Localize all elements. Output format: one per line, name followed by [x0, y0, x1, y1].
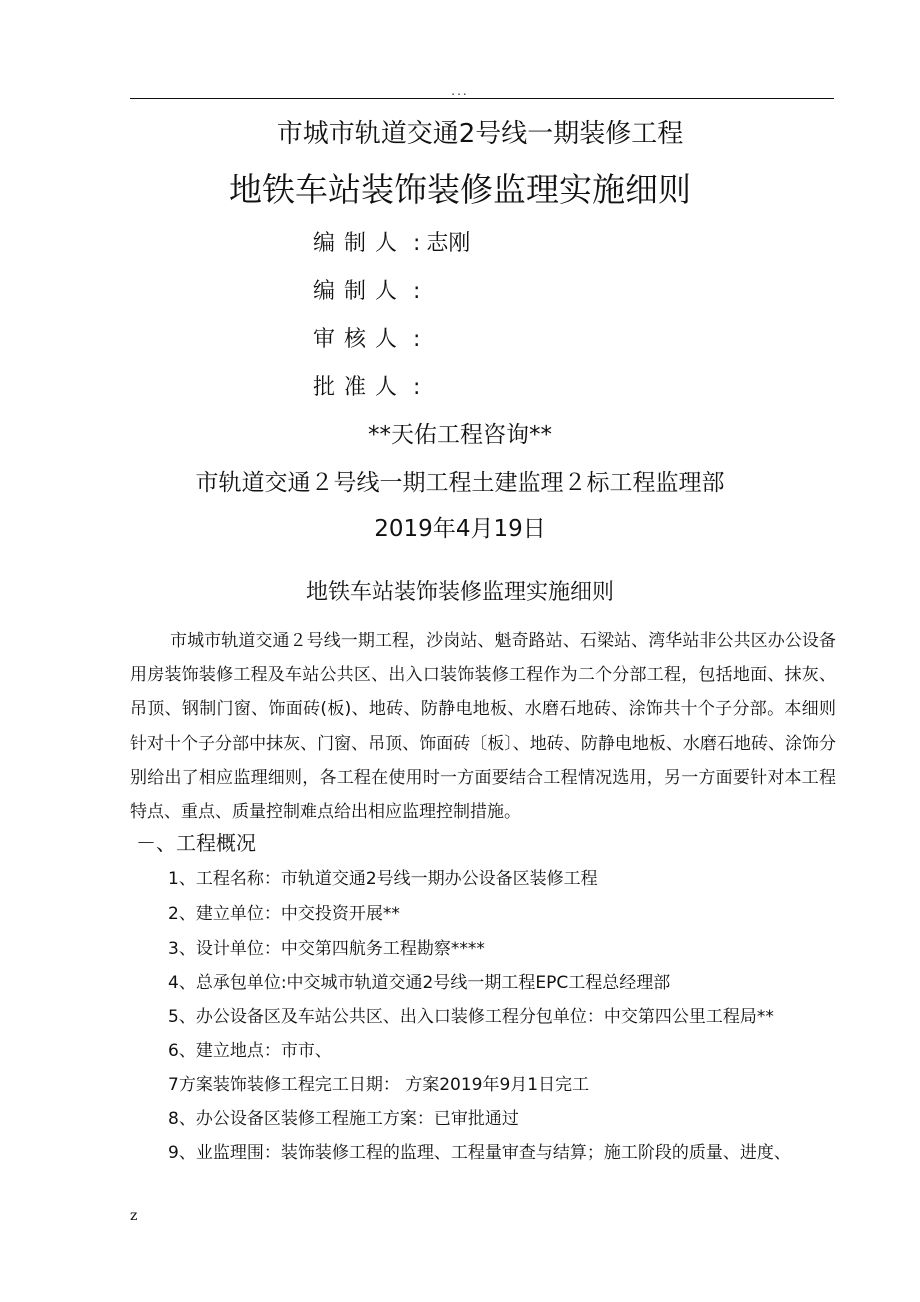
section-heading: －、工程概况	[136, 831, 256, 855]
signature-compiler-2	[313, 276, 420, 308]
company-name: **天佑工程咨询**	[368, 422, 552, 448]
overview-item: 2、建立单位：中交投资开展**	[168, 904, 400, 924]
signature-colon: :	[413, 327, 421, 352]
footer-mark: z	[130, 1208, 138, 1224]
signature-reviewer	[313, 324, 420, 356]
signature-colon: :	[413, 375, 421, 400]
overview-item: 1、工程名称：市轨道交通2号线一期办公设备区装修工程	[168, 869, 598, 889]
signature-label: 批准人	[313, 375, 407, 400]
overview-item: 5、办公设备区及车站公共区、出入口装修工程分包单位：中交第四公里工程局**	[168, 1007, 774, 1027]
signature-compiler	[313, 228, 470, 260]
signature-label: 编制人	[313, 279, 407, 304]
signature-label: 编制人	[313, 231, 407, 256]
intro-paragraph: 市城市轨道交通２号线一期工程，沙岗站、魁奇路站、石梁站、湾华站非公共区办公设备用房装饰装修工程及车站公共区、出入口装饰装修工程作为二个分部工程，包括地面、抹灰、吊顶、钢制门窗、饰面砖(板)、地砖、防静电地板、水磨石地砖、涂饰共十个子分部。本细则针对十个子分部中抹灰、门窗、吊顶、饰面砖〔板〕、地砖、防静电地板、水磨石地砖、涂饰分别给出了相应监理细则，各工程在使用时一方面要结合工程情况选用，另一方面要针对本工程特点、重点、质量控制难点给出相应监理控制措施。	[130, 631, 836, 823]
department-name: 市轨道交通２号线一期工程土建监理２标工程监理部	[195, 470, 725, 496]
document-title: 地铁车站装饰装修监理实施细则	[305, 580, 614, 605]
overview-item: 9、业监理围：装饰装修工程的监理、工程量审查与结算；施工阶段的质量、进度、	[168, 1143, 791, 1163]
signature-colon: :	[413, 279, 421, 304]
overview-item: 7方案装饰装修工程完工日期： 方案2019年9月1日完工	[168, 1075, 590, 1095]
overview-item: 3、设计单位：中交第四航务工程勘察****	[168, 939, 485, 959]
cover-title-line1: 市城市轨道交通2号线一期装修工程	[276, 119, 684, 149]
signature-label: 审核人	[313, 327, 407, 352]
cover-title-line2: 地铁车站装饰装修监理实施细则	[229, 170, 691, 209]
signature-value: 志刚	[426, 231, 471, 256]
header-dots: ...	[451, 84, 469, 98]
overview-item: 8、办公设备区装修工程施工方案：已审批通过	[168, 1109, 519, 1129]
cover-date: 2019年4月19日	[374, 516, 546, 542]
overview-item: 6、建立地点：市市、	[168, 1041, 332, 1061]
signature-colon: :	[413, 231, 421, 256]
overview-item: 4、总承包单位:中交城市轨道交通2号线一期工程EPC工程总经理部	[168, 973, 671, 993]
header-rule	[130, 98, 834, 99]
signature-approver	[313, 372, 420, 404]
